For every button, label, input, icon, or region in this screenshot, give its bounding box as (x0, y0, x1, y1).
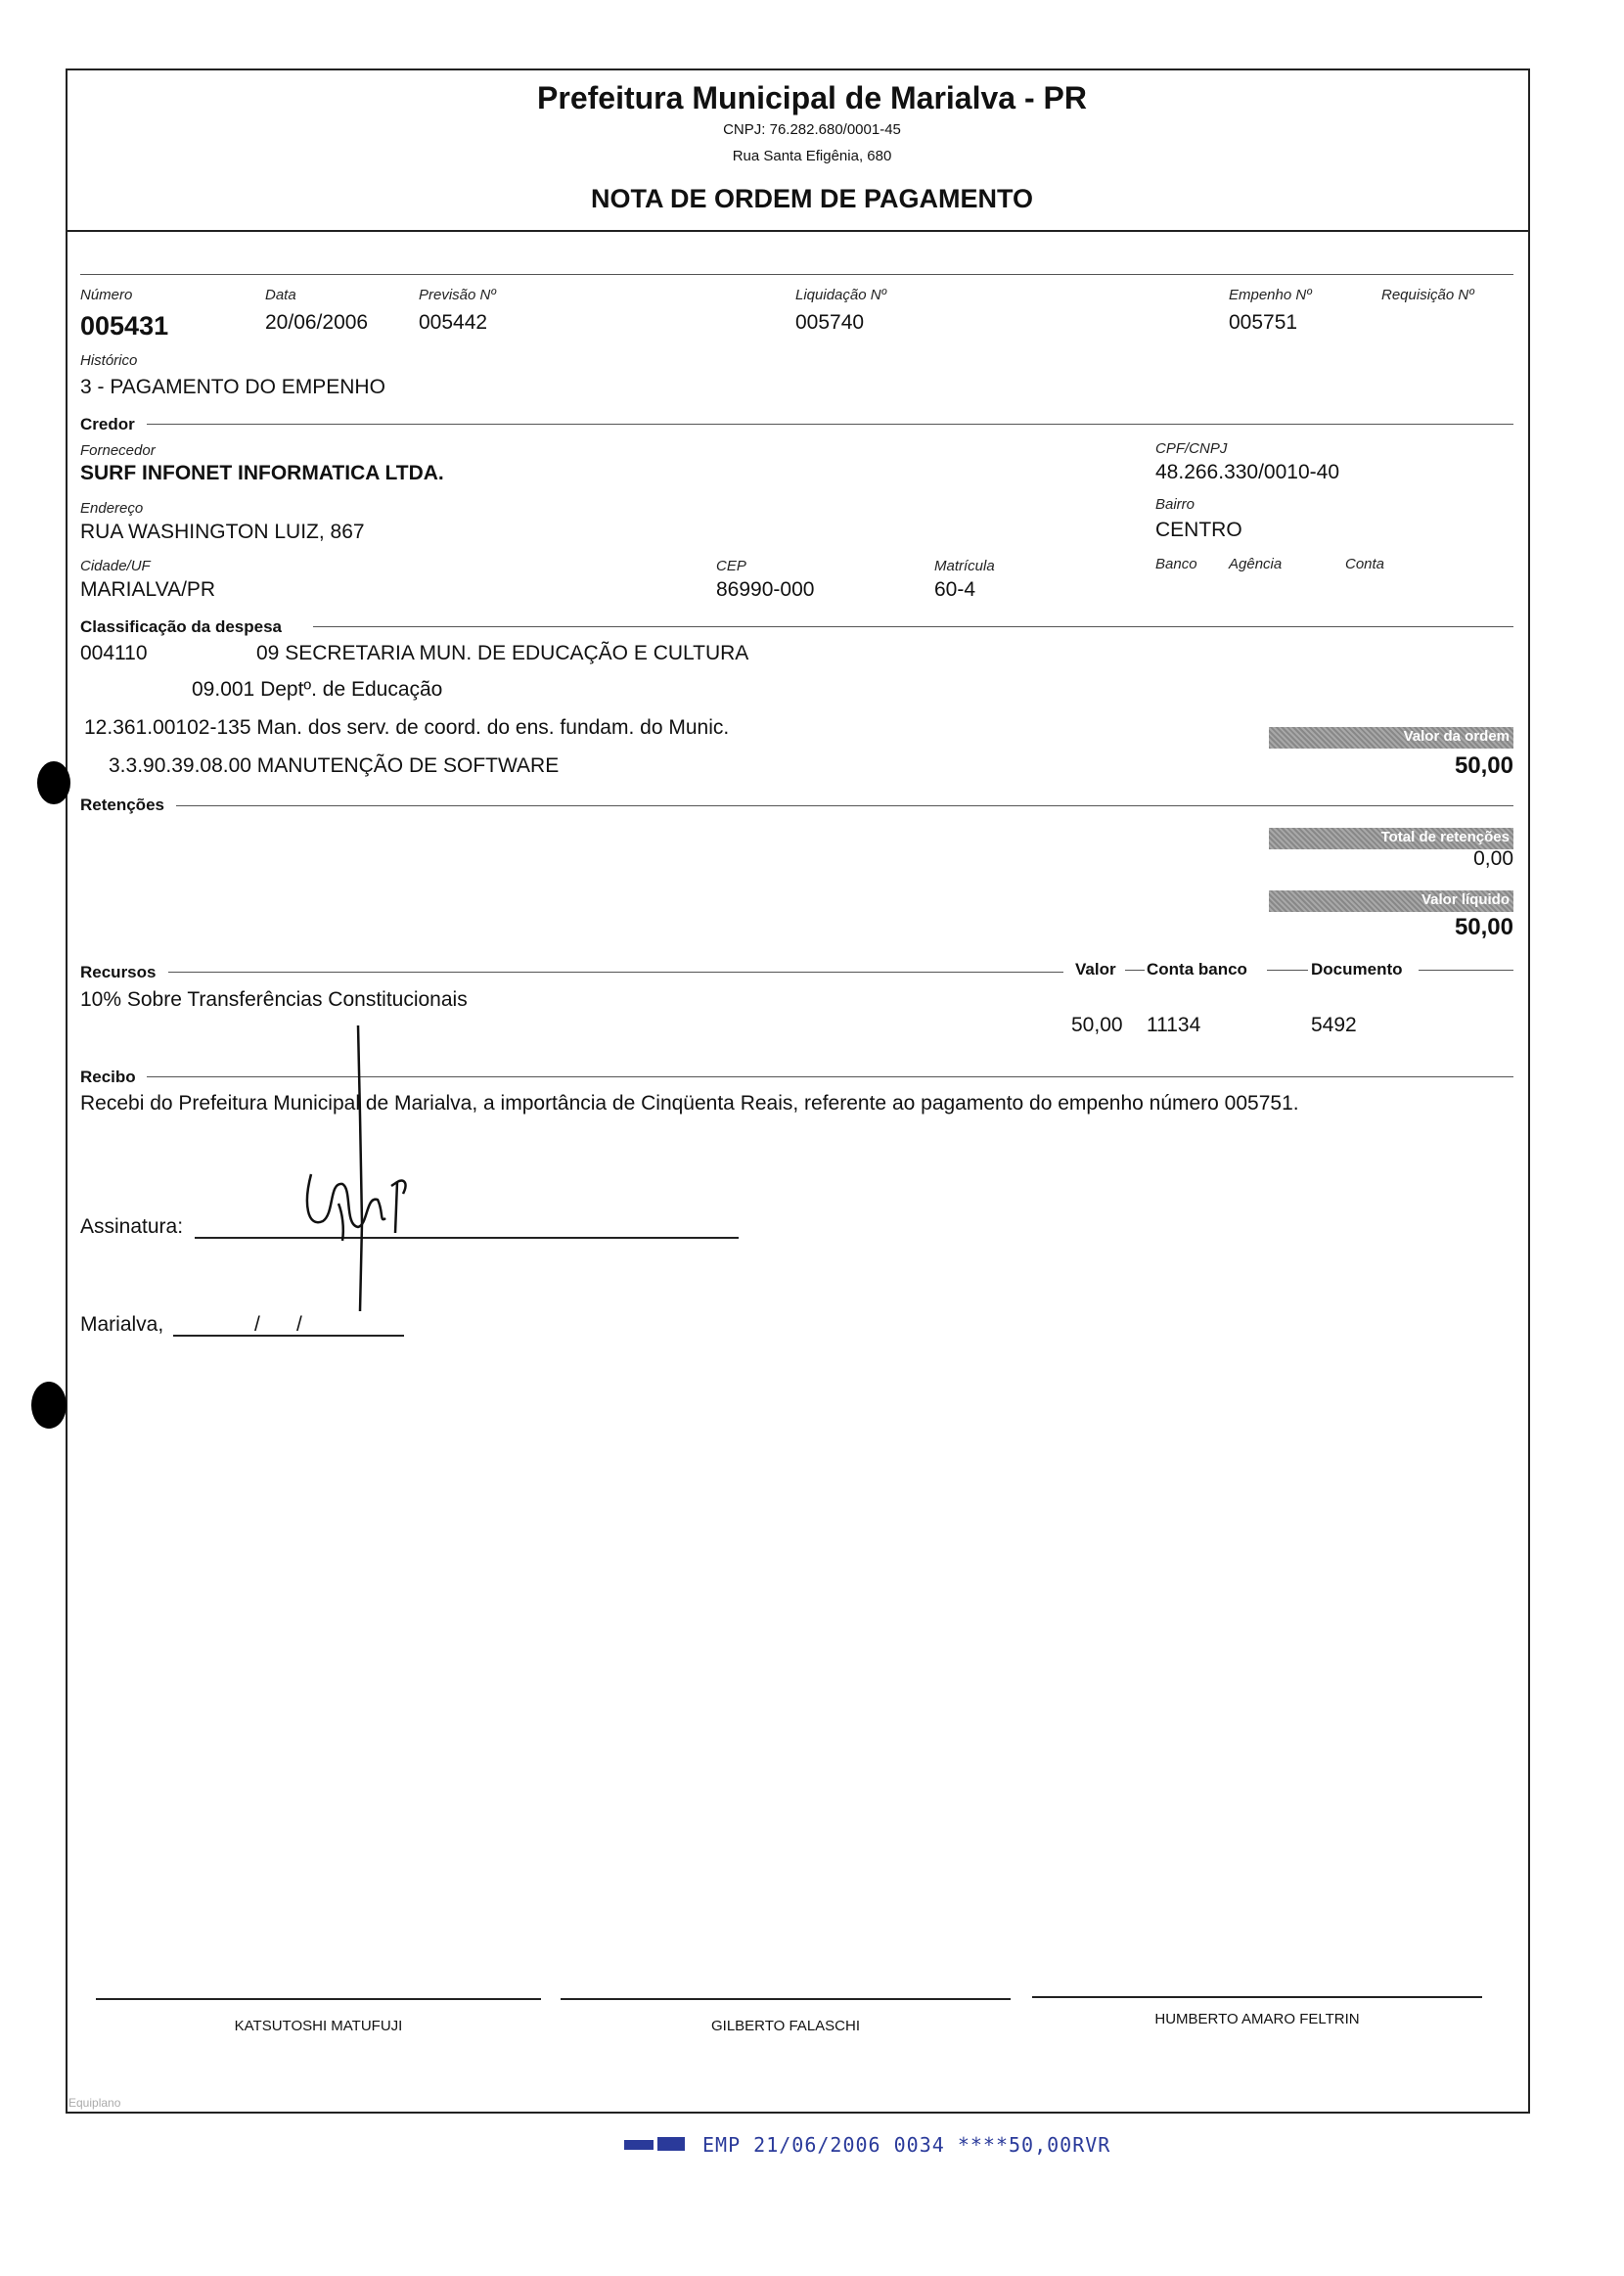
cidade-value: MARIALVA/PR (80, 578, 216, 601)
signature-line-1 (96, 1998, 541, 2000)
matricula-value: 60-4 (934, 578, 976, 601)
fornecedor-label: Fornecedor (80, 442, 156, 459)
recursos-section-title: Recursos (80, 963, 157, 981)
retencoes-section-title: Retenções (80, 796, 164, 814)
recursos-divider (168, 972, 1063, 973)
stamp-logo (624, 2140, 654, 2150)
endereco-label: Endereço (80, 500, 144, 517)
retencoes-divider (176, 805, 1513, 806)
data-label: Data (265, 287, 296, 303)
date-slash-1: / (254, 1313, 260, 1336)
assinatura-line (195, 1237, 739, 1239)
header-divider (66, 230, 1528, 232)
classificacao-section-title: Classificação da despesa (80, 617, 283, 636)
date-line (173, 1335, 404, 1337)
recursos-conta-banco-label: Conta banco (1147, 960, 1247, 979)
historico-label: Histórico (80, 352, 138, 369)
liquidacao-value: 005740 (795, 311, 865, 334)
page-title: Prefeitura Municipal de Marialva - PR (537, 80, 1087, 115)
empenho-value: 005751 (1229, 311, 1298, 334)
classificacao-orgao: 09 SECRETARIA MUN. DE EDUCAÇÃO E CULTURA (256, 642, 749, 664)
software-watermark: Equiplano (68, 2096, 121, 2110)
valor-ordem-bar (1269, 727, 1513, 749)
document-title: NOTA DE ORDEM DE PAGAMENTO (590, 184, 1033, 213)
endereco-value: RUA WASHINGTON LUIZ, 867 (80, 521, 365, 543)
credor-section-title: Credor (80, 415, 135, 433)
total-retencoes-value: 0,00 (1473, 847, 1513, 870)
valor-liquido-label: Valor líquido (1421, 891, 1510, 908)
punch-hole-1 (37, 761, 70, 804)
signatory-1: KATSUTOSHI MATUFUJI (234, 2018, 403, 2034)
signatory-3: HUMBERTO AMARO FELTRIN (1154, 2011, 1360, 2027)
recursos-documento-label: Documento (1311, 960, 1403, 979)
local-data-label: Marialva, (80, 1313, 164, 1336)
cep-label: CEP (716, 558, 746, 574)
cidade-label: Cidade/UF (80, 558, 151, 574)
address-text: Rua Santa Efigênia, 680 (732, 148, 892, 164)
classificacao-elemento: 3.3.90.39.08.00 MANUTENÇÃO DE SOFTWARE (109, 754, 560, 777)
recursos-valor-label: Valor (1075, 960, 1116, 979)
ident-divider (80, 274, 1513, 275)
recursos-divider-3 (1267, 970, 1308, 971)
recursos-conta-banco: 11134 (1147, 1014, 1201, 1036)
assinatura-label: Assinatura: (80, 1215, 184, 1238)
matricula-label: Matrícula (934, 558, 995, 574)
classificacao-unidade: 09.001 Deptº. de Educação (192, 678, 443, 701)
auth-stamp: EMP 21/06/2006 0034 ****50,00RVR (702, 2133, 1111, 2157)
signatory-2: GILBERTO FALASCHI (711, 2018, 860, 2034)
cpf-value: 48.266.330/0010-40 (1155, 461, 1340, 483)
recibo-section-title: Recibo (80, 1068, 136, 1086)
valor-ordem-value: 50,00 (1454, 752, 1513, 779)
total-retencoes-bar (1269, 828, 1513, 849)
data-value: 20/06/2006 (265, 311, 369, 334)
valor-liquido-value: 50,00 (1454, 914, 1513, 940)
liquidacao-label: Liquidação Nº (795, 287, 887, 303)
bairro-label: Bairro (1155, 496, 1195, 513)
recursos-divider-2 (1125, 970, 1145, 971)
classificacao-code: 004110 (80, 642, 148, 664)
numero-label: Número (80, 287, 133, 303)
numero-value: 005431 (80, 311, 169, 341)
empenho-label: Empenho Nº (1229, 287, 1312, 303)
bairro-value: CENTRO (1155, 519, 1242, 541)
classificacao-funcional: 12.361.00102-135 Man. dos serv. de coord. do ens. fundam. do Munic. (84, 716, 730, 739)
conta-label: Conta (1345, 556, 1385, 572)
previsao-value: 005442 (419, 311, 488, 334)
agencia-label: Agência (1229, 556, 1283, 572)
historico-value: 3 - PAGAMENTO DO EMPENHO (80, 376, 385, 398)
fornecedor-value: SURF INFONET INFORMATICA LTDA. (80, 462, 444, 484)
valor-ordem-label: Valor da ordem (1403, 728, 1510, 745)
cnpj-text: CNPJ: 76.282.680/0001-45 (723, 121, 901, 138)
punch-hole-2 (31, 1382, 67, 1429)
recursos-descricao: 10% Sobre Transferências Constitucionais (80, 988, 468, 1011)
recursos-divider-4 (1419, 970, 1513, 971)
recibo-text: Recebi do Prefeitura Municipal de Marialva, a importância de Cinqüenta Reais, referente ao pagamento do empenho número 005751. (80, 1092, 1299, 1115)
requisicao-label: Requisição Nº (1381, 287, 1474, 303)
signature-line-2 (561, 1998, 1011, 2000)
stamp-logo-2 (657, 2137, 685, 2151)
total-retencoes-label: Total de retenções (1380, 829, 1510, 845)
date-slash-2: / (296, 1313, 302, 1336)
previsao-label: Previsão Nº (419, 287, 496, 303)
credor-divider (147, 424, 1513, 425)
recursos-documento: 5492 (1311, 1014, 1357, 1036)
handwritten-signature (284, 1018, 440, 1331)
signature-line-3 (1032, 1996, 1482, 1998)
valor-liquido-bar (1269, 890, 1513, 912)
banco-label: Banco (1155, 556, 1197, 572)
cep-value: 86990-000 (716, 578, 815, 601)
recursos-valor: 50,00 (1071, 1014, 1123, 1036)
cpf-label: CPF/CNPJ (1155, 440, 1228, 457)
classificacao-divider (313, 626, 1513, 627)
